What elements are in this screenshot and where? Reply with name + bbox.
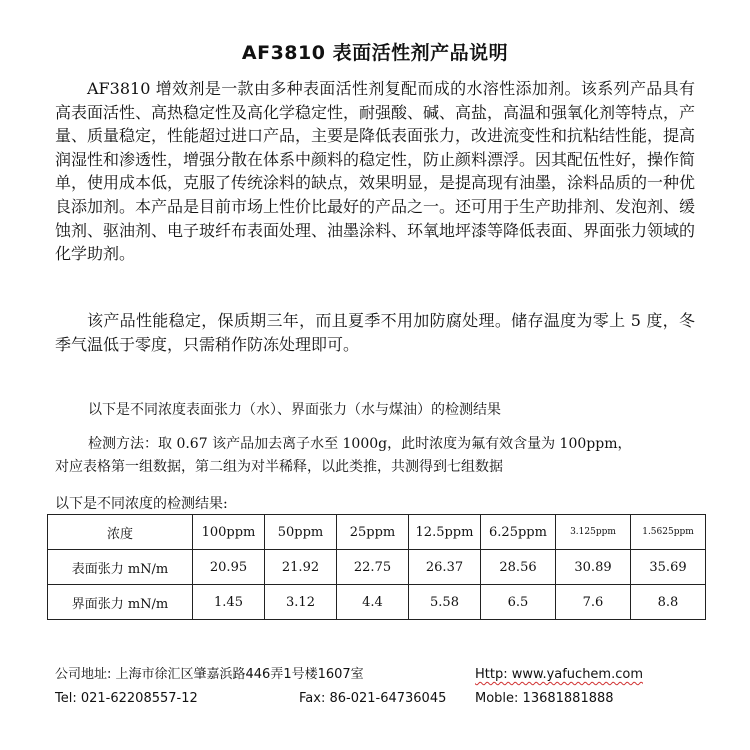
table-cell: 21.92 xyxy=(265,550,337,585)
table-cell: 20.95 xyxy=(193,550,265,585)
table-cell: 1.45 xyxy=(193,585,265,620)
column-header: 6.25ppm xyxy=(481,515,556,550)
test-method-line-2: 对应表格第一组数据，第二组为对半稀释，以此类推，共测得到七组数据 xyxy=(55,459,503,475)
column-header: 50ppm xyxy=(265,515,337,550)
table-row xyxy=(48,550,706,585)
table-header-row xyxy=(48,515,706,550)
fax-number: Fax: 86-021-64736045 xyxy=(299,691,447,706)
footer-line-2 xyxy=(55,688,695,710)
table-cell: 3.12 xyxy=(265,585,337,620)
table-cell: 5.58 xyxy=(409,585,481,620)
website-link[interactable]: Http: www.yafuchem.com xyxy=(475,667,643,682)
table-header-label: 浓度 xyxy=(48,515,193,550)
table-row xyxy=(48,585,706,620)
company-address: 公司地址: 上海市徐汇区肇嘉浜路446弄1号楼1607室 xyxy=(55,667,364,682)
row-label: 界面张力 mN/m xyxy=(48,585,193,620)
storage-paragraph: 该产品性能稳定，保质期三年，而且夏季不用加防腐处理。储存温度为零上 5 度，冬季气温低于零度，只需稍作防冻处理即可。 xyxy=(55,311,695,354)
mobile-number: Moble: 13681881888 xyxy=(475,691,614,706)
table-cell: 8.8 xyxy=(631,585,706,620)
column-header: 100ppm xyxy=(193,515,265,550)
product-description-paragraph: AF3810 增效剂是一款由多种表面活性剂复配而成的水溶性添加剂。该系列产品具有高表面活性、高热稳定性及高化学稳定性，耐强酸、碱、高盐，高温和强氧化剂等特点，产量、质量稳定，性能超过进口产品，主要是降低表面张力，改进流变性和抗粘结性能，提高润湿性和渗透性，增强分散在体系中颜料的稳定性，防止颜料漂浮。因其配伍性好，操作简单，使用成本低，克服了传统涂料的缺点，效果明显，是提高现有油墨，涂料品质的一种优良添加剂。本产品是目前市场上性价比最好的产品之一。还可用于生产助排剂、发泡剂、缓蚀剂、驱油剂、电子玻纤布表面处理、油墨涂料、环氧地坪漆等降低表面、界面张力领域的化学助剂。 xyxy=(55,79,696,264)
telephone-number: Tel: 021-62208557-12 xyxy=(55,691,198,706)
footer-line-1 xyxy=(55,664,695,686)
table-cell: 35.69 xyxy=(631,550,706,585)
table-cell: 30.89 xyxy=(556,550,631,585)
column-header: 3.125ppm xyxy=(556,515,631,550)
table-cell: 7.6 xyxy=(556,585,631,620)
column-header: 25ppm xyxy=(337,515,409,550)
column-header: 12.5ppm xyxy=(409,515,481,550)
column-header: 1.5625ppm xyxy=(631,515,706,550)
test-method-line-1: 检测方法：取 0.67 该产品加去离子水至 1000g，此时浓度为氟有效含量为 100ppm， xyxy=(88,436,632,452)
table-cell: 28.56 xyxy=(481,550,556,585)
table-cell: 22.75 xyxy=(337,550,409,585)
document-title: AF3810 表面活性剂产品说明 xyxy=(241,42,509,64)
table-cell: 26.37 xyxy=(409,550,481,585)
table-intro: 以下是不同浓度的检测结果: xyxy=(55,496,228,512)
results-table xyxy=(47,514,706,620)
table-cell: 4.4 xyxy=(337,585,409,620)
row-label: 表面张力 mN/m xyxy=(48,550,193,585)
results-heading: 以下是不同浓度表面张力（水）、界面张力（水与煤油）的检测结果 xyxy=(88,402,501,418)
table-cell: 6.5 xyxy=(481,585,556,620)
